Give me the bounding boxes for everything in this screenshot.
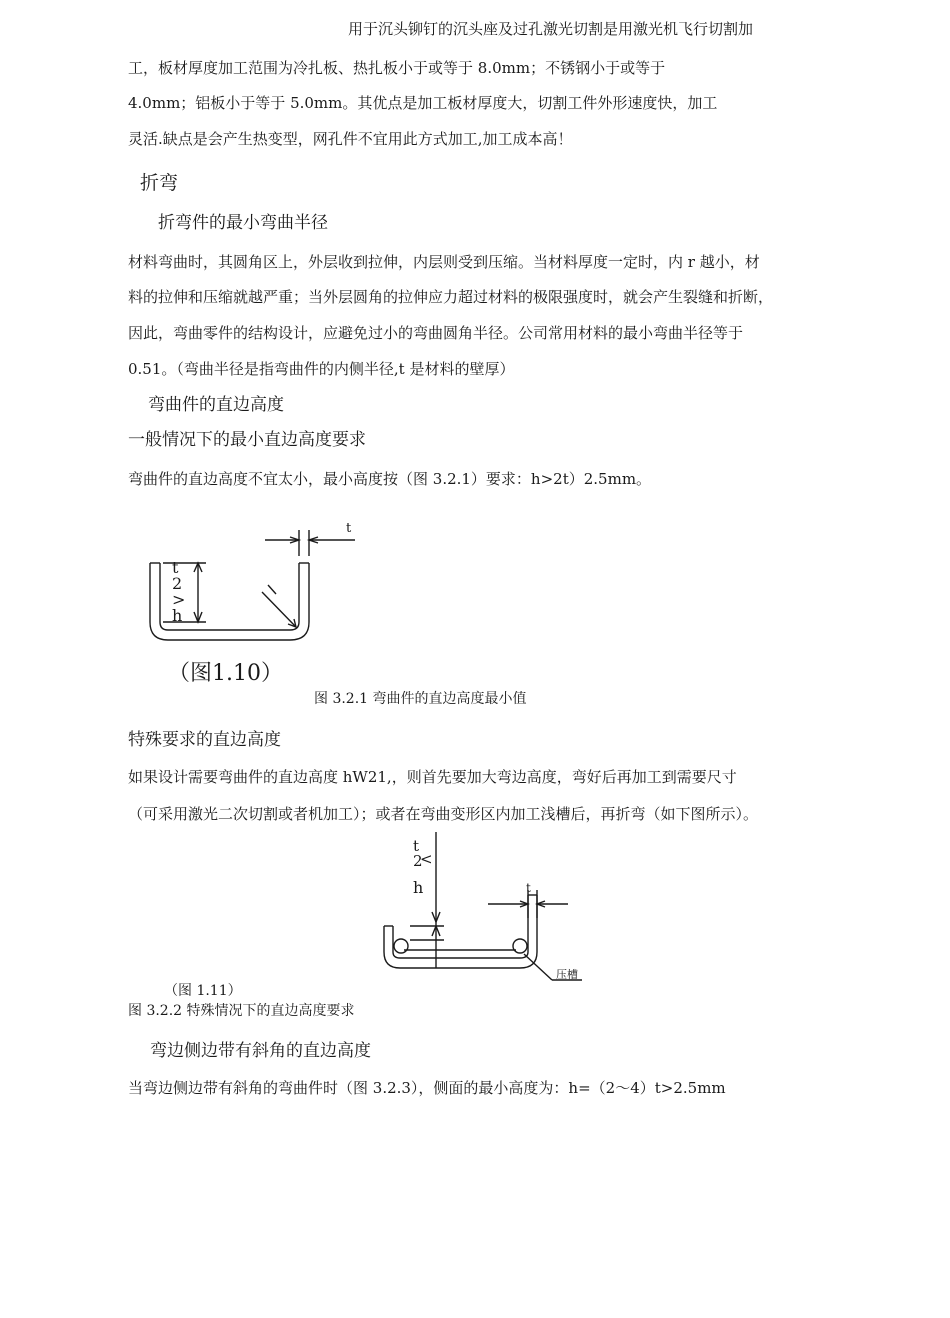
heading-min-bend-radius: 折弯件的最小弯曲半径 bbox=[158, 213, 328, 233]
paragraph-1-line-3: 4.0mm；铝板小于等于 5.0mm。其优点是加工板材厚度大，切割工件外形速度快，加工 bbox=[128, 94, 718, 112]
figure-2-dim-h-mid: 2 bbox=[413, 852, 423, 870]
paragraph-4-line-2: （可采用激光二次切割或者机加工）；或者在弯曲变形区内加工浅槽后，再折弯（如下图所示）。 bbox=[128, 805, 759, 823]
paragraph-2-line-2: 料的拉伸和压缩就越严重；当外层圆角的拉伸应力超过材料的极限强度时，就会产生裂缝和折断， bbox=[128, 288, 774, 306]
paragraph-2-line-1: 材料弯曲时，其圆角区上，外层收到拉伸，内层则受到压缩。当材料厚度一定时，内 r 越小，材 bbox=[128, 253, 760, 271]
figure-2-dim-h-lt: < bbox=[420, 850, 433, 868]
figure-2-label: （图 1.11） bbox=[164, 983, 242, 999]
paragraph-2-line-3: 因此，弯曲零件的结构设计，应避免过小的弯曲圆角半径。公司常用材料的最小弯曲半径等于 bbox=[128, 324, 744, 342]
figure-2-caption: 图 3.2.2 特殊情况下的直边高度要求 bbox=[128, 1003, 355, 1019]
figure-1-dim-t: t bbox=[346, 521, 352, 536]
heading-bevel-height: 弯边侧边带有斜角的直边高度 bbox=[150, 1041, 371, 1061]
figure-1-dim-h: h bbox=[172, 606, 183, 625]
figure-1-label: （图1.10） bbox=[168, 661, 283, 686]
paragraph-1-line-2: 工，板材厚度加工范围为冷扎板、热扎板小于或等于 8.0mm；不锈钢小于或等于 bbox=[128, 59, 666, 77]
paragraph-5: 当弯边侧边带有斜角的弯曲件时（图 3.2.3），侧面的最小高度为：h=（2～4）t>2.5mm bbox=[128, 1079, 726, 1097]
figure-2-groove-label: 压槽 bbox=[556, 968, 578, 981]
figure-2-dim-h-top: t bbox=[413, 837, 420, 855]
figure-1-dim-h-gt: > bbox=[172, 590, 186, 609]
figure-2-dim-t: t bbox=[526, 881, 531, 895]
paragraph-1-line-4: 灵活.缺点是会产生热变型，网孔件不宜用此方式加工,加工成本高！ bbox=[128, 130, 573, 148]
figure-1-caption: 图 3.2.1 弯曲件的直边高度最小值 bbox=[314, 691, 527, 707]
figure-1-dim-h-top: t bbox=[172, 558, 179, 577]
heading-bending: 折弯 bbox=[140, 172, 179, 194]
heading-general-min-height: 一般情况下的最小直边高度要求 bbox=[128, 430, 366, 450]
paragraph-1-line-1: 用于沉头铆钉的沉头座及过孔激光切割是用激光机飞行切割加 bbox=[348, 20, 754, 38]
figure-2-dim-h: h bbox=[413, 878, 424, 897]
figure-1-dim-h-mid: 2 bbox=[172, 574, 183, 593]
heading-special-height: 特殊要求的直边高度 bbox=[128, 730, 281, 750]
paragraph-3: 弯曲件的直边高度不宜太小，最小高度按（图 3.2.1）要求：h>2t）2.5mm。 bbox=[128, 470, 652, 488]
heading-straight-edge-height: 弯曲件的直边高度 bbox=[148, 395, 284, 415]
paragraph-4-line-1: 如果设计需要弯曲件的直边高度 hW21,，则首先要加大弯边高度，弯好后再加工到需要尺寸 bbox=[128, 768, 737, 786]
paragraph-2-line-4: 0.51。（弯曲半径是指弯曲件的内侧半径,t 是材料的壁厚） bbox=[128, 360, 515, 378]
